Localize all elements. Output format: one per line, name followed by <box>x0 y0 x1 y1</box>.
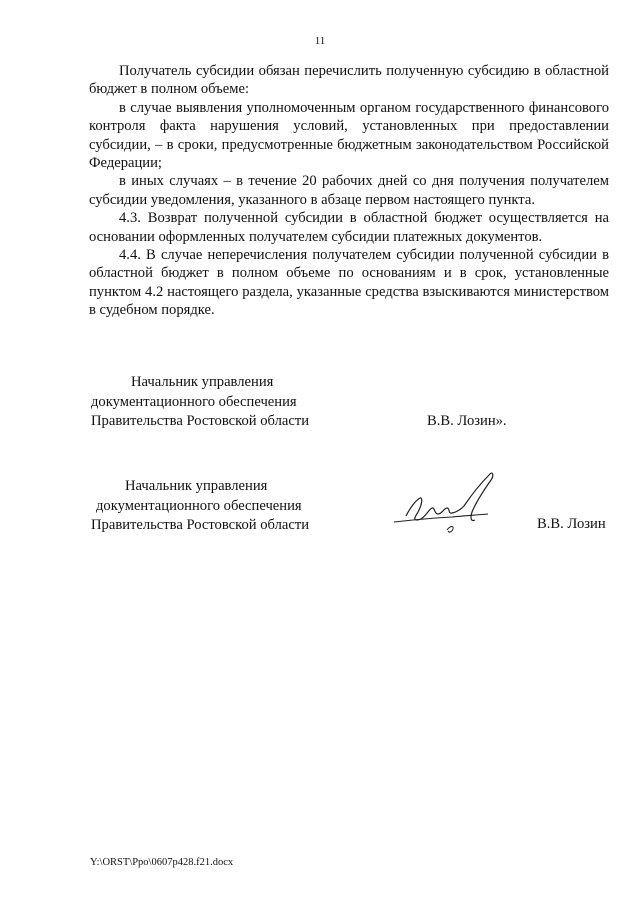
file-path-footer: Y:\ORST\Ppo\0607p428.f21.docx <box>90 857 234 868</box>
signer-title-line2: документационного обеспечения <box>91 393 297 410</box>
signer-title-line1: Начальник управления <box>131 374 274 390</box>
signer-title-line3: Правительства Ростовской области <box>91 413 310 429</box>
handwritten-signature <box>392 470 504 540</box>
document-body <box>89 62 609 320</box>
paragraph-4-3: 4.3. Возврат полученной субсидии в областной бюджет осуществляется на основании оформленных получателем субсидии платежных документов. <box>89 210 609 245</box>
signer-name-quoted: В.В. Лозин». <box>427 413 507 429</box>
paragraph-control-violation: в случае выявления уполномоченным органом государственного финансового контроля факта нарушения условий, установленных при предоставлении субсидии, – в сроки, предусмотренные бюджетным законодательством Российской Федерации; <box>89 99 609 172</box>
signature-block <box>91 477 309 536</box>
paragraph-4-4: 4.4. В случае неперечисления получателем субсидии полученной субсидии в областной бюджет в полном объеме по основаниям и в срок, установленные пунктом 4.2 настоящего раздела, указанные средства взыскиваются министерством в судебном порядке. <box>89 247 609 319</box>
paragraph-obligation: Получатель субсидии обязан перечислить полученную субсидию в областной бюджет в полном объеме: <box>89 63 609 98</box>
paragraph-other-cases: в иных случаях – в течение 20 рабочих дней со дня получения получателем субсидии уведомления, указанного в абзаце первом настоящего пункта. <box>89 173 609 208</box>
signer-title-line1: Начальник управления <box>125 478 268 494</box>
signature-block-quoted <box>91 373 309 432</box>
signer-title-line3: Правительства Ростовской области <box>91 517 310 533</box>
page-number: 11 <box>314 35 326 47</box>
signer-title-line2: документационного обеспечения <box>96 497 302 514</box>
signer-name: В.В. Лозин <box>537 516 606 532</box>
